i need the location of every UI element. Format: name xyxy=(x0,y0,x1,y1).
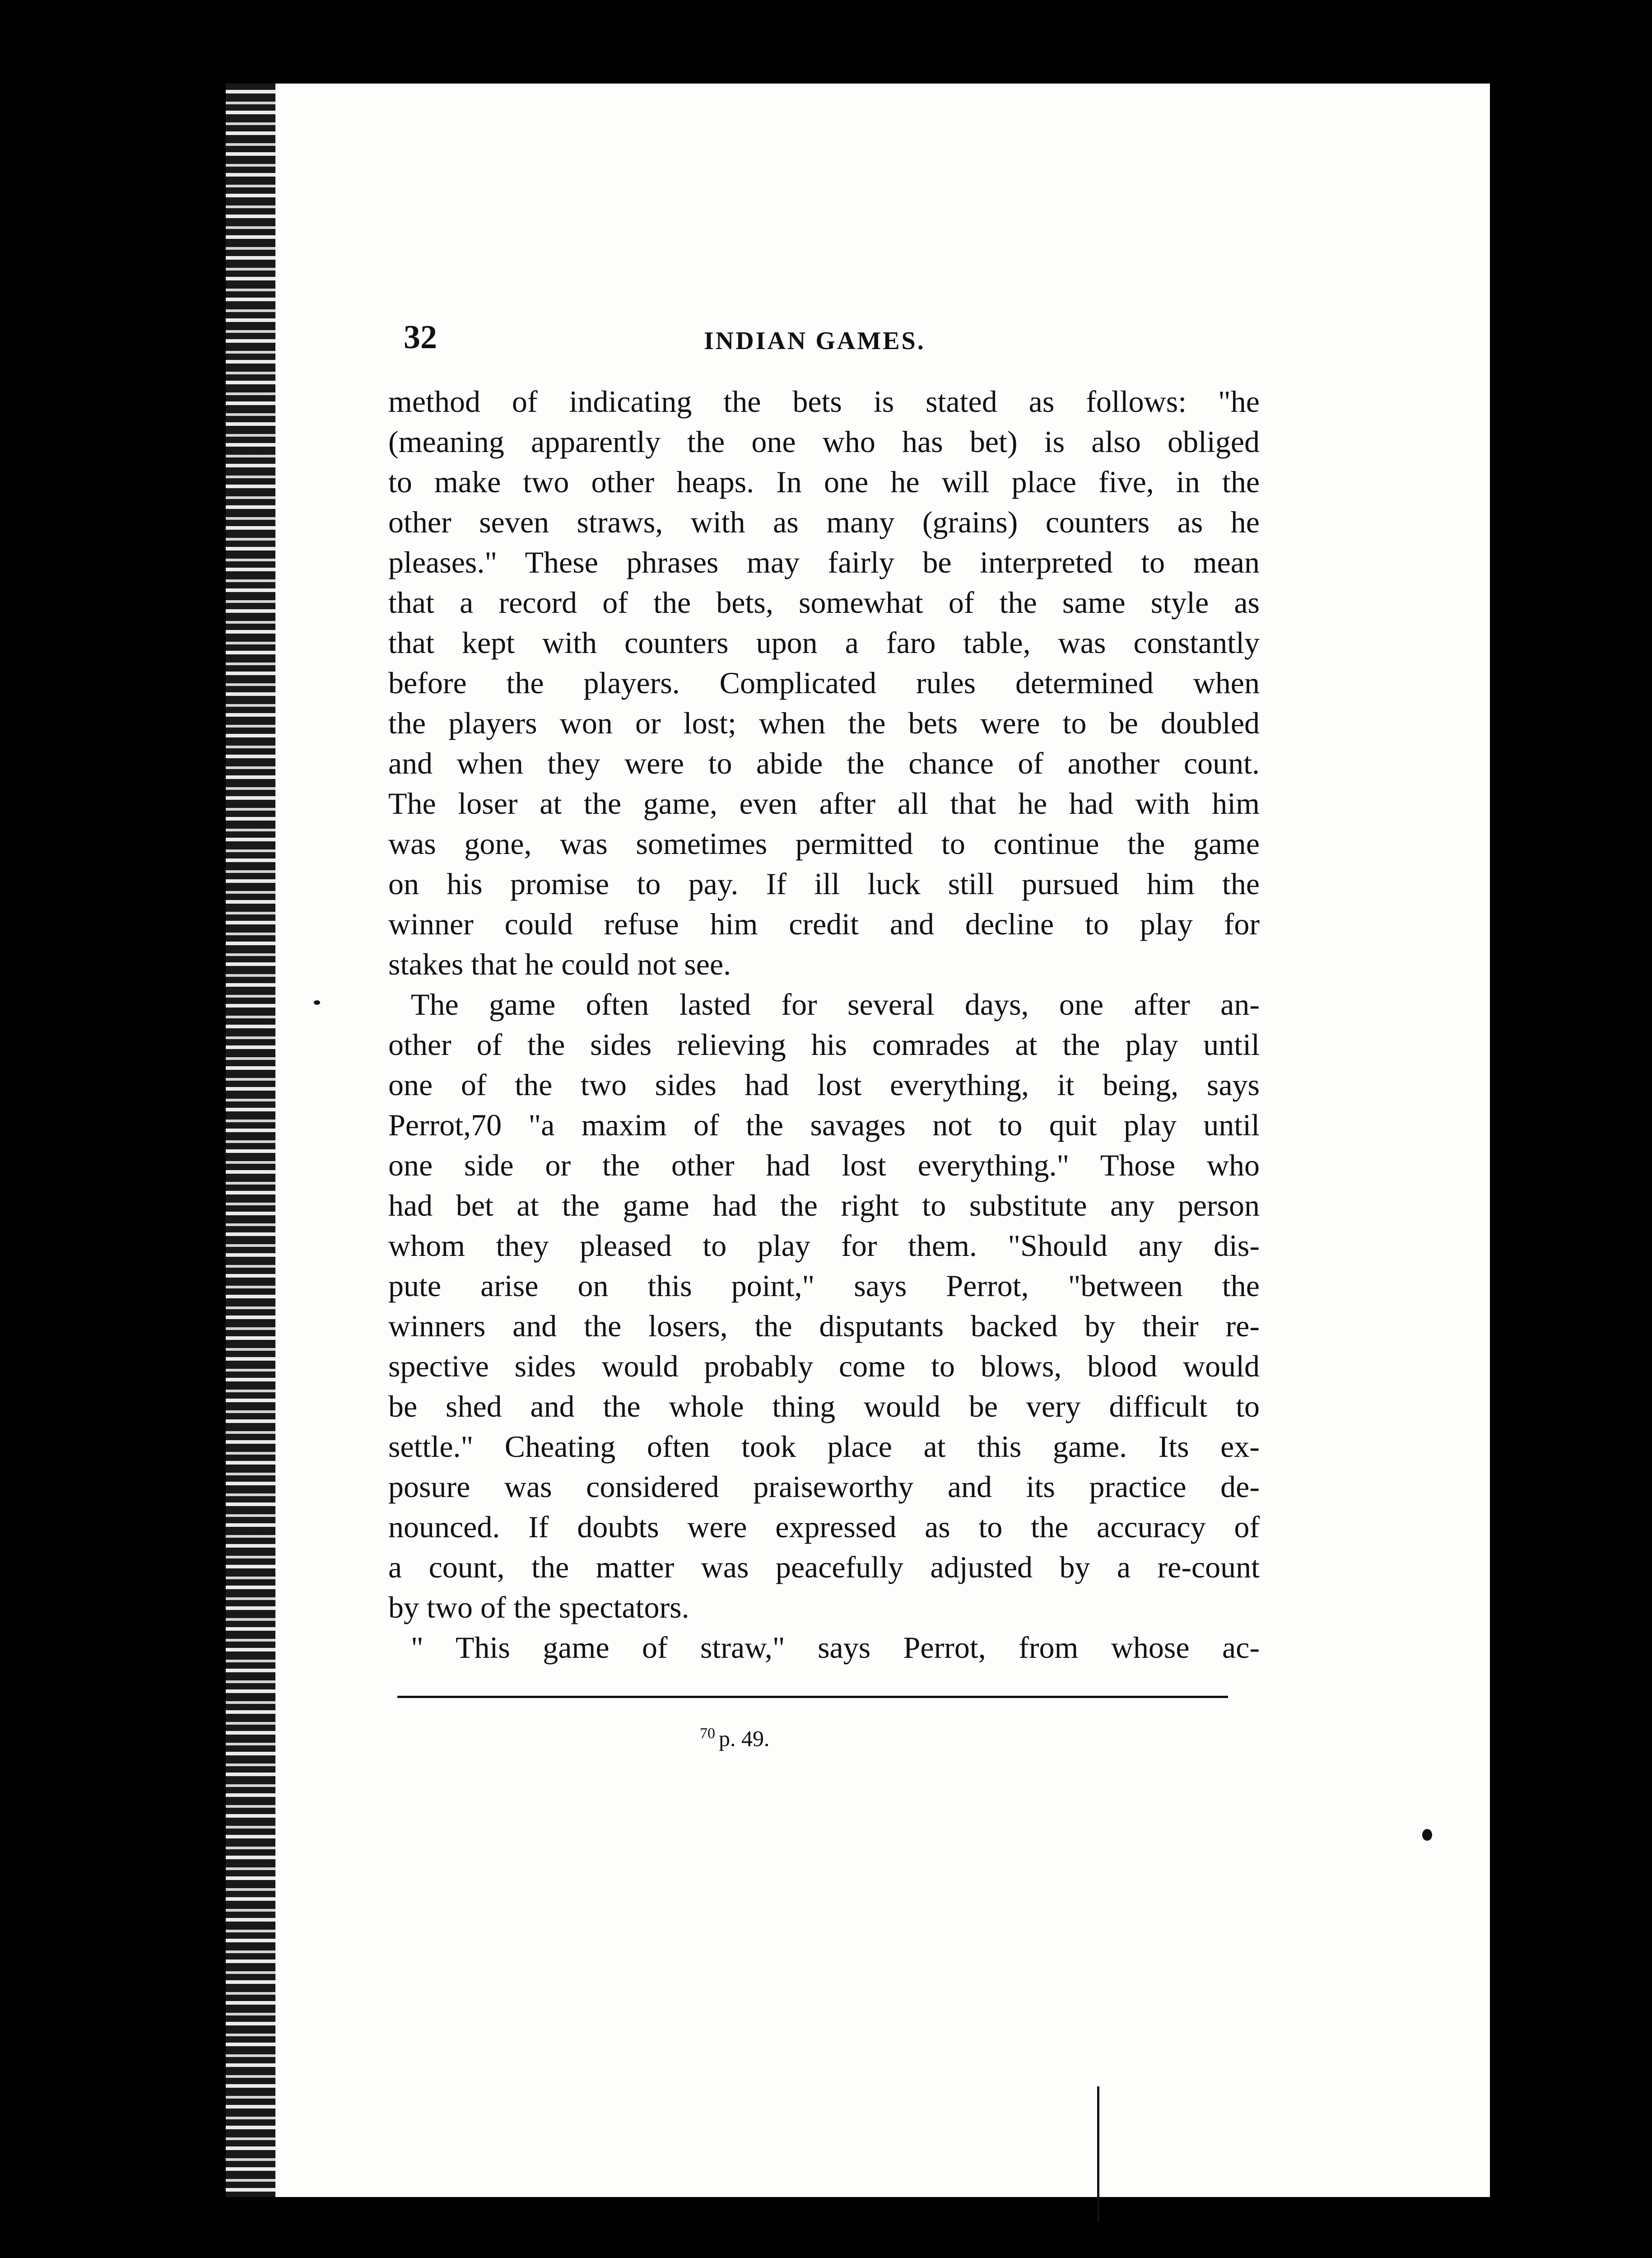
text-line: one side or the other had lost everything." Those who xyxy=(388,1148,1260,1182)
ink-speck xyxy=(1422,1829,1432,1841)
text-line: method of indicating the bets is stated as follows: "he xyxy=(388,384,1260,419)
text-line: other of the sides relieving his comrades at the play until xyxy=(388,1027,1260,1062)
text-line: be shed and the whole thing would be very difficult to xyxy=(388,1389,1260,1423)
text-line: and when they were to abide the chance of another count. xyxy=(388,746,1260,780)
pencil-mark xyxy=(1097,2086,1135,2222)
running-head: INDIAN GAMES. xyxy=(704,327,926,355)
text-line: other seven straws, with as many (grains) counters as he xyxy=(388,505,1260,539)
page-header xyxy=(404,318,1261,373)
text-line: pute arise on this point," says Perrot, "between the xyxy=(388,1269,1260,1303)
text-line: settle." Cheating often took place at this game. Its ex- xyxy=(388,1429,1260,1464)
text-line: had bet at the game had the right to substitute any person xyxy=(388,1188,1260,1222)
text-line: nounced. If doubts were expressed as to the accuracy of xyxy=(388,1510,1260,1544)
footnote-marker: 70 xyxy=(700,1725,715,1742)
text-line: was gone, was sometimes permitted to continue the game xyxy=(388,826,1260,861)
footnote xyxy=(700,1725,770,1752)
ink-speck xyxy=(314,1000,320,1005)
text-line: that a record of the bets, somewhat of the same style as xyxy=(388,585,1260,620)
text-line: pleases." These phrases may fairly be interpreted to mean xyxy=(388,545,1260,579)
text-line: that kept with counters upon a faro table, was constantly xyxy=(388,625,1260,660)
text-line: Perrot,70 "a maxim of the savages not to quit play until xyxy=(388,1108,1260,1142)
text-line: spective sides would probably come to blows, blood would xyxy=(388,1349,1260,1383)
text-line: winner could refuse him credit and decline to play for xyxy=(388,907,1260,941)
text-line: one of the two sides had lost everything, it being, says xyxy=(388,1068,1260,1102)
text-line: to make two other heaps. In one he will place five, in the xyxy=(388,465,1260,499)
text-line: whom they pleased to play for them. "Should any dis- xyxy=(388,1228,1260,1263)
text-line: stakes that he could not see. xyxy=(388,947,731,981)
body-text xyxy=(388,382,1260,1668)
text-line: the players won or lost; when the bets were to be doubled xyxy=(388,706,1260,740)
footnote-text: p. 49. xyxy=(719,1726,770,1751)
text-line: by two of the spectators. xyxy=(388,1590,689,1624)
footnote-rule xyxy=(397,1696,1228,1698)
text-line: before the players. Complicated rules determined when xyxy=(388,666,1260,700)
scanned-page-edge xyxy=(226,84,275,2197)
text-line: The loser at the game, even after all that he had with him xyxy=(388,786,1260,821)
text-line: a count, the matter was peacefully adjusted by a re-count xyxy=(388,1550,1260,1584)
text-line: (meaning apparently the one who has bet) is also obliged xyxy=(388,425,1260,459)
text-line: winners and the losers, the disputants backed by their re- xyxy=(388,1309,1260,1343)
text-line: " This game of straw," says Perrot, from whose ac- xyxy=(411,1630,1260,1665)
page-number: 32 xyxy=(404,319,437,356)
text-line: on his promise to pay. If ill luck still pursued him the xyxy=(388,867,1260,901)
text-line: posure was considered praiseworthy and its practice de- xyxy=(388,1470,1260,1504)
text-line: The game often lasted for several days, one after an- xyxy=(411,987,1260,1022)
